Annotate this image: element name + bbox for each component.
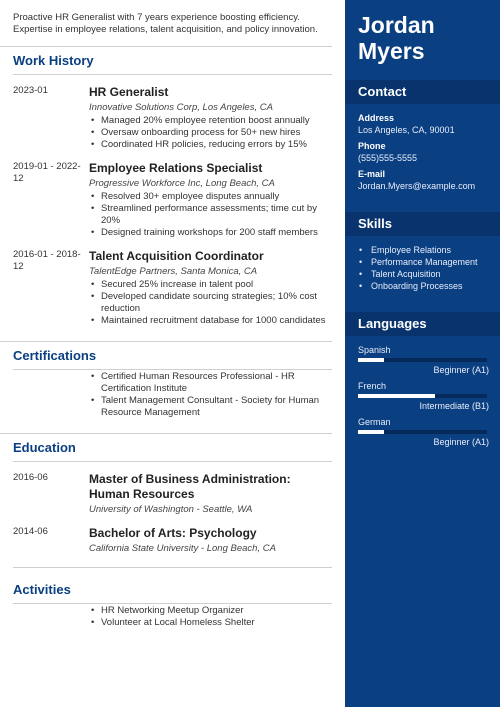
section-heading: Certifications [0,341,332,363]
email-label: E-mail [358,169,386,179]
certifications-section [13,341,332,419]
languages-section [345,336,500,456]
divider [13,74,332,75]
employer: TalentEdge Partners, Santa Monica, CA [89,266,258,277]
education-section [13,433,332,568]
entry-date: 2023-01 [13,85,48,96]
section-heading: Work History [0,46,332,68]
skills-heading: Skills [345,212,500,236]
phone-label: Phone [358,141,386,151]
education-entry [13,472,332,516]
entry-date: 2014-06 [13,526,48,537]
divider [13,461,332,462]
language-item [358,380,492,412]
work-entry [13,161,332,239]
skill-item: • Employee Relations [358,244,492,256]
section-heading: Education [0,433,332,455]
profile-summary: Proactive HR Generalist with 7 years experience boosting efficiency. Expertise in employee relations, talent acquisition, and policy innovation. [13,12,318,35]
language-name: French [358,381,387,391]
activities-section [13,576,332,629]
skill-item: • Performance Management [358,256,492,268]
section-heading: Activities [13,582,71,597]
job-title: HR Generalist [89,85,169,99]
language-item [358,416,492,448]
proficiency-bar [358,358,487,362]
entry-body [89,526,332,555]
degree-title: Bachelor of Arts: Psychology [89,526,257,540]
job-title: Employee Relations Specialist [89,161,263,175]
address-label: Address [358,113,395,123]
languages-heading: Languages [345,312,500,336]
contact-heading: Contact [345,80,500,104]
list-item: • HR Networking Meetup Organizer [89,605,332,617]
first-name: Jordan [358,12,435,38]
language-name: German [358,417,391,427]
list-item: • Oversaw onboarding process for 50+ new hires [89,127,332,139]
last-name: Myers [358,38,425,64]
sidebar [345,0,500,707]
achievements-list [89,279,332,327]
work-entry [13,249,332,327]
degree-title: Master of Business Administration: Human Resources [89,472,291,501]
entry-date: 2016-06 [13,472,48,483]
achievements-list [89,191,332,239]
achievements-list [89,115,332,151]
address-value: Los Angeles, CA, 90001 [358,125,455,135]
entry-date: 2016-01 - 2018-12 [13,249,81,272]
work-history-section [13,46,332,327]
divider [13,567,332,568]
language-name: Spanish [358,345,391,355]
entry-date: 2019-01 - 2022-12 [13,161,81,184]
language-level: Beginner (A1) [433,437,489,447]
phone-value: (555)555-5555 [358,153,418,163]
email-value: Jordan.Myers@example.com [358,181,476,191]
language-level: Beginner (A1) [433,365,489,375]
proficiency-fill [358,430,384,434]
contact-section [345,104,500,200]
skills-section [345,236,500,300]
list-item: • Volunteer at Local Homeless Shelter [89,617,332,629]
skill-item: • Talent Acquisition [358,268,492,280]
entry-body [89,472,332,516]
candidate-name [345,0,500,64]
entry-body [89,161,332,239]
proficiency-fill [358,358,384,362]
list-item: • Designed training workshops for 200 staff members [89,227,332,239]
entry-body [89,85,332,151]
certifications-list [89,371,332,419]
list-item: • Resolved 30+ employee disputes annually [89,191,332,203]
list-item: • Developed candidate sourcing strategies; 10% cost reduction [89,291,332,315]
skill-item: • Onboarding Processes [358,280,492,292]
proficiency-bar [358,430,487,434]
list-item: • Certified Human Resources Professional - HR Certification Institute [89,371,332,395]
work-list [13,85,332,327]
activities-list [89,605,332,629]
proficiency-bar [358,394,487,398]
job-title: Talent Acquisition Coordinator [89,249,264,263]
divider [13,603,332,604]
list-item: • Maintained recruitment database for 1000 candidates [89,315,332,327]
education-entry [13,526,332,555]
language-item [358,344,492,376]
list-item: • Coordinated HR policies, reducing errors by 15% [89,139,332,151]
language-level: Intermediate (B1) [419,401,489,411]
employer: Innovative Solutions Corp, Los Angeles, CA [89,102,273,113]
list-item: • Managed 20% employee retention boost annually [89,115,332,127]
employer: Progressive Workforce Inc, Long Beach, CA [89,178,275,189]
work-entry [13,85,332,151]
divider [13,369,332,370]
proficiency-fill [358,394,435,398]
institution: California State University - Long Beach, CA [89,543,276,554]
list-item: • Talent Management Consultant - Society for Human Resource Management [89,395,332,419]
entry-body [89,249,332,327]
list-item: • Streamlined performance assessments; time cut by 20% [89,203,332,227]
list-item: • Secured 25% increase in talent pool [89,279,332,291]
skills-list [358,244,492,292]
institution: University of Washington - Seattle, WA [89,504,253,515]
